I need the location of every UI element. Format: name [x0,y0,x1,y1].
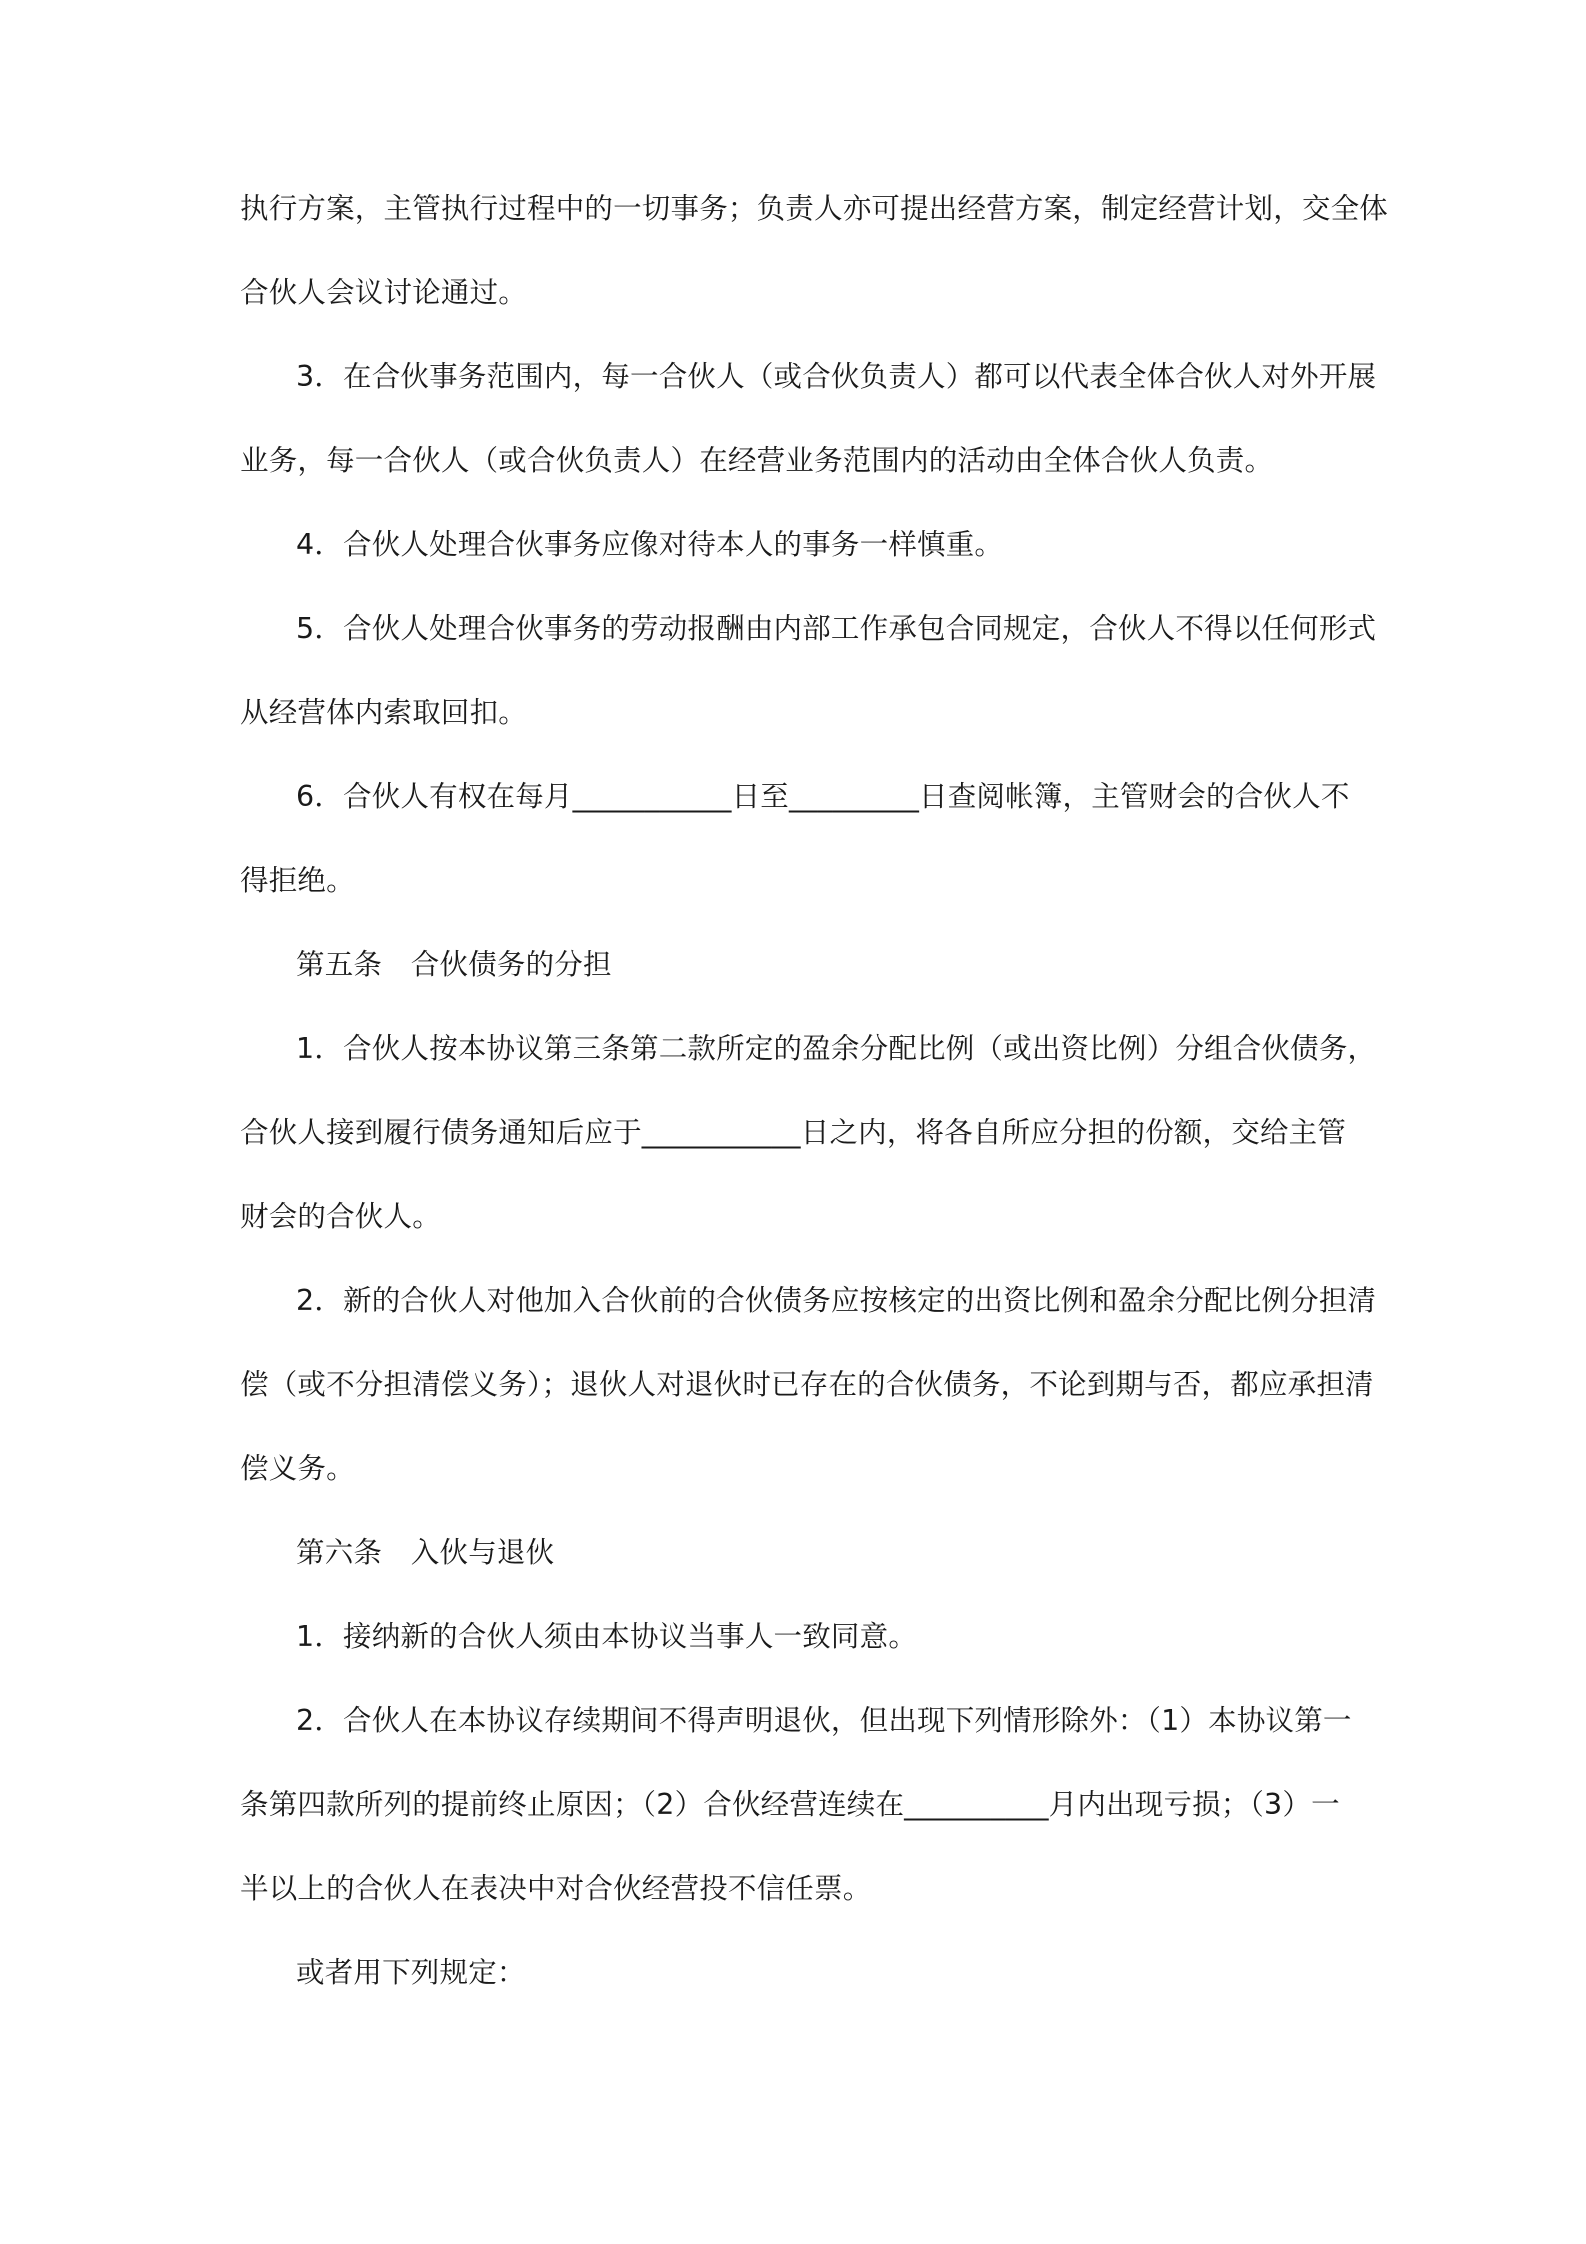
clause-item-4: 4．合伙人处理合伙事务应像对待本人的事务一样慎重。 [296,528,1004,561]
text-line: 偿（或不分担清偿义务）；退伙人对退伙时已存在的合伙债务，不论到期与否，都应承担清 [240,1368,1374,1401]
article-heading-5: 第五条 合伙债务的分担 [296,948,612,981]
clause-item-3: 3．在合伙事务范围内，每一合伙人（或合伙负责人）都可以代表全体合伙人对外开展 [296,360,1377,393]
text-line: 偿义务。 [240,1452,355,1485]
text-line: 或者用下列规定： [296,1956,526,1989]
text-line: 合伙人接到履行债务通知后应于___________日之内，将各自所应分担的份额，交给主管 [240,1116,1347,1149]
clause-item-1: 1．合伙人按本协议第三条第二款所定的盈余分配比例（或出资比例）分组合伙债务， [296,1032,1377,1065]
document-body [240,188,1389,1994]
text-line: 财会的合伙人。 [240,1200,441,1233]
clause-item-6: 6．合伙人有权在每月___________日至_________日查阅帐簿，主管财会的合伙人不 [296,780,1350,813]
text-line: 业务，每一合伙人（或合伙负责人）在经营业务范围内的活动由全体合伙人负责。 [240,444,1274,477]
clause-item-1: 1．接纳新的合伙人须由本协议当事人一致同意。 [296,1620,918,1653]
text-line: 条第四款所列的提前终止原因；（2）合伙经营连续在__________月内出现亏损；（3）一 [240,1788,1340,1821]
text-line: 半以上的合伙人在表决中对合伙经营投不信任票。 [240,1872,872,1905]
text-line: 得拒绝。 [240,864,355,897]
clause-item-2: 2．合伙人在本协议存续期间不得声明退伙，但出现下列情形除外：（1）本协议第一 [296,1704,1352,1737]
text-line: 合伙人会议讨论通过。 [240,276,528,309]
article-heading-6: 第六条 入伙与退伙 [296,1536,555,1569]
text-line: 从经营体内索取回扣。 [240,696,528,729]
text-line: 执行方案，主管执行过程中的一切事务；负责人亦可提出经营方案，制定经营计划，交全体 [240,192,1389,225]
clause-item-5: 5．合伙人处理合伙事务的劳动报酬由内部工作承包合同规定，合伙人不得以任何形式 [296,612,1377,645]
clause-item-2: 2．新的合伙人对他加入合伙前的合伙债务应按核定的出资比例和盈余分配比例分担清 [296,1284,1377,1317]
